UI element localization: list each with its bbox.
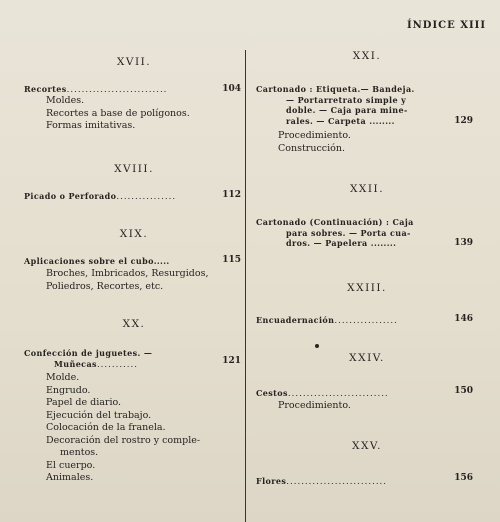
dot-leader: ........................... [287, 389, 389, 399]
toc-entry-flores[interactable] [256, 476, 387, 488]
entry-title-line: dros. — Papelera ........ [286, 238, 397, 248]
entry-title: Encuadernación [256, 315, 335, 325]
entry-title-line: rales. — Carpeta ........ [286, 115, 395, 126]
toc-entry-aplicaciones[interactable] [24, 256, 170, 268]
dot-leader: ................. [334, 316, 398, 326]
page-number: 129 [454, 116, 473, 126]
entry-title-line: — Portarretrato simple y [286, 94, 407, 105]
entry-title: Aplicaciones sobre el cubo..... [24, 256, 170, 266]
subtopic-list [278, 400, 351, 413]
list-item: Moldes. [46, 95, 85, 106]
list-item: Papel de diario. [46, 397, 122, 408]
list-item: Animales. [46, 472, 94, 483]
page-number: 150 [454, 386, 473, 396]
subtopic-list [46, 372, 200, 485]
section-numeral-xxiv: XXIV. [349, 352, 385, 364]
list-item: Molde. [46, 372, 80, 383]
entry-title-line: doble. — Caja para mine- [286, 105, 408, 115]
list-item: Poliedros, Recortes, etc. [46, 280, 164, 292]
entry-title: Cestos [256, 388, 288, 398]
list-item: Procedimiento. [278, 400, 351, 411]
subtopic-list [46, 95, 190, 133]
toc-entry-cartonado[interactable] [256, 84, 415, 126]
section-numeral-xxv: XXV. [351, 440, 383, 452]
list-item: Formas imitativas. [46, 120, 136, 131]
section-numeral-xx: XX. [122, 318, 146, 330]
entry-title-line: Cartonado : Etiqueta.— Bandeja. [256, 84, 415, 94]
running-head: ÍNDICE XIII [406, 20, 486, 31]
toc-entry-picado[interactable] [24, 191, 176, 203]
list-item: Engrudo. [46, 384, 91, 396]
list-item: Procedimiento. [278, 130, 351, 141]
toc-entry-cestos[interactable] [256, 388, 389, 400]
subtopic-list [278, 130, 351, 155]
entry-title: Picado o Perforado [24, 191, 117, 201]
column-divider [245, 50, 246, 522]
page-number: 104 [222, 84, 241, 94]
toc-entry-confeccion[interactable] [24, 348, 152, 370]
page-number: 139 [454, 238, 473, 248]
list-item: mentos. [60, 447, 99, 458]
entry-title-line: Confección de juguetes. — [24, 348, 153, 358]
entry-title: Recortes [24, 84, 67, 94]
section-numeral-xxiii: XXIII. [347, 282, 387, 294]
list-item: Construcción. [278, 142, 345, 154]
section-numeral-xix: XIX. [119, 228, 149, 240]
section-numeral-xvii: XVII. [116, 56, 152, 68]
page-number: 121 [222, 356, 241, 366]
toc-entry-recortes[interactable] [24, 84, 167, 96]
list-item: Colocación de la franela. [46, 422, 166, 433]
entry-title: Flores [256, 476, 287, 486]
list-item: Broches, Imbricados, Resurgidos, [46, 268, 209, 279]
entry-title-line: Cartonado (Continuación) : Caja [256, 217, 414, 227]
toc-entry-cartonado-continuacion[interactable] [256, 217, 414, 249]
section-numeral-xviii: XVIII. [114, 163, 154, 175]
page-number: 115 [222, 255, 241, 265]
ink-speck [315, 344, 319, 348]
entry-title-line: para sobres. — Porta cua- [286, 227, 411, 238]
dot-leader: ........... [96, 359, 138, 370]
page-number: 146 [454, 314, 473, 324]
subtopic-list [46, 268, 208, 293]
toc-entry-encuadernacion[interactable] [256, 315, 398, 327]
list-item: Decoración del rostro y comple- [46, 434, 201, 446]
section-numeral-xxii: XXII. [349, 183, 385, 195]
list-item: El cuerpo. [46, 459, 96, 471]
list-item: Recortes a base de polígonos. [46, 107, 190, 119]
dot-leader: ................ [116, 192, 177, 202]
list-item: Ejecución del trabajo. [46, 409, 152, 421]
page-number: 156 [454, 473, 473, 483]
section-numeral-xxi: XXI. [352, 50, 382, 62]
entry-title-line: Muñecas [54, 358, 97, 369]
dot-leader: ........................... [286, 477, 388, 487]
page-number: 112 [222, 190, 241, 200]
dot-leader: ........................... [66, 85, 168, 95]
